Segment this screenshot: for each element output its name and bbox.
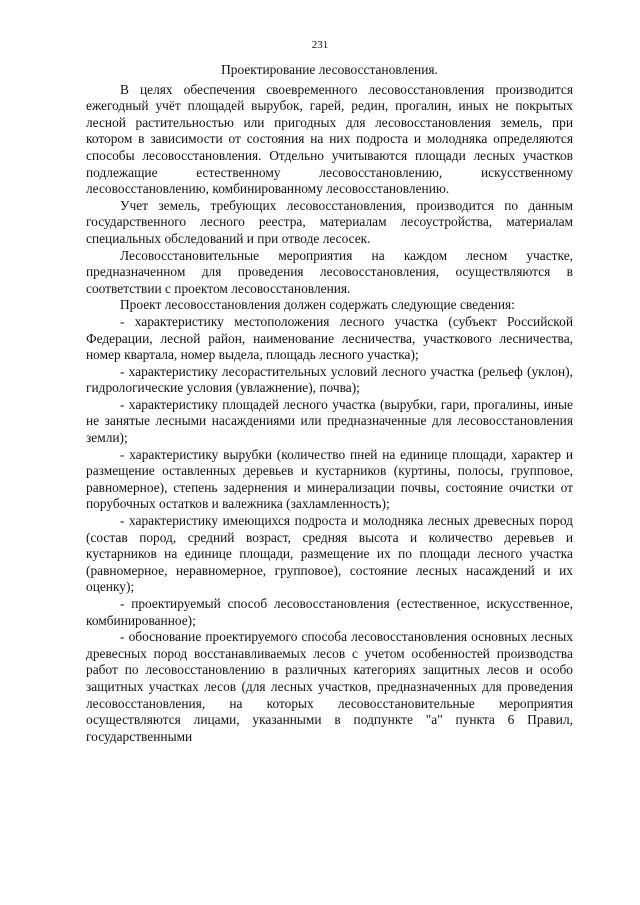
list-item-clearing: - характеристику вырубки (количество пней на единице площади, характер и размещение оставленных деревьев и кустарников (куртины, полосы, групповое, равномерное), степень задернения и минерализации почвы, состояние очистки от порубочных остатков и валежника (захламленность); [86, 446, 573, 512]
list-item-justification: - обоснование проектируемого способа лесовосстановления основных лесных древесных пород восстанавливаемых лесов с учетом особенностей производства работ по лесовосстановлению в различных категориях защитных лесов и особо защитных участках лесов (для лесных участков, предназначенных для проведения лесовосстановления, на которых лесовосстановительные мероприятия осуществляются лицами, указанными в подпункте "а" пункта 6 Правил, государственными [86, 629, 573, 744]
paragraph-intro: В целях обеспечения своевременного лесовосстановления производится ежегодный учёт площадей вырубок, гарей, редин, прогалин, иных не покрытых лесной растительностью или пригодных для лесовосстановления земель, при котором в зависимости от состояния на них подроста и молодняка определяются способы лесовосстановления. Отдельно учитываются площади лесных участков подлежащие естественному лесовосстановлению, искусственному лесовосстановлению, комбинированному лесовосстановлению. [86, 81, 573, 197]
section-heading: Проектирование лесовосстановления. [221, 62, 438, 77]
list-item-location: - характеристику местоположения лесного участка (субъект Российской Федерации, лесной район, наименование лесничества, участкового лесничества, номер квартала, номер выдела, площадь лесного участка); [86, 313, 573, 363]
page-number: 231 [311, 39, 329, 51]
document-body [86, 62, 573, 745]
paragraph-measures: Лесовосстановительные мероприятия на каждом лесном участке, предназначенном для проведения лесовосстановления, осуществляются в соответствии с проектом лесовосстановления. [86, 247, 573, 296]
list-item-forest-conditions: - характеристику лесорастительных условий лесного участка (рельеф (уклон), гидрологические условия (увлажнение), почва); [86, 363, 573, 396]
paragraph-project-contents: Проект лесовосстановления должен содержать следующие сведения: [120, 297, 515, 313]
list-item-areas: - характеристику площадей лесного участка (вырубки, гари, прогалины, иные не занятые лесными насаждениями или предназначенные для лесовосстановления земли); [86, 396, 573, 446]
paragraph-land-accounting: Учет земель, требующих лесовосстановления, производится по данным государственного лесного реестра, материалам лесоустройства, материалам специальных обследований и при отводе лесосек. [86, 197, 573, 246]
list-item-method: - проектируемый способ лесовосстановления (естественное, искусственное, комбинированное); [86, 596, 573, 628]
list-item-undergrowth: - характеристику имеющихся подроста и молодняка лесных древесных пород (состав пород, средний возраст, средняя высота и количество деревьев и кустарников на единице площади, размещение их по площади лесного участка (равномерное, неравномерное, групповое), состояние лесных насаждений и их оценку); [86, 513, 573, 595]
